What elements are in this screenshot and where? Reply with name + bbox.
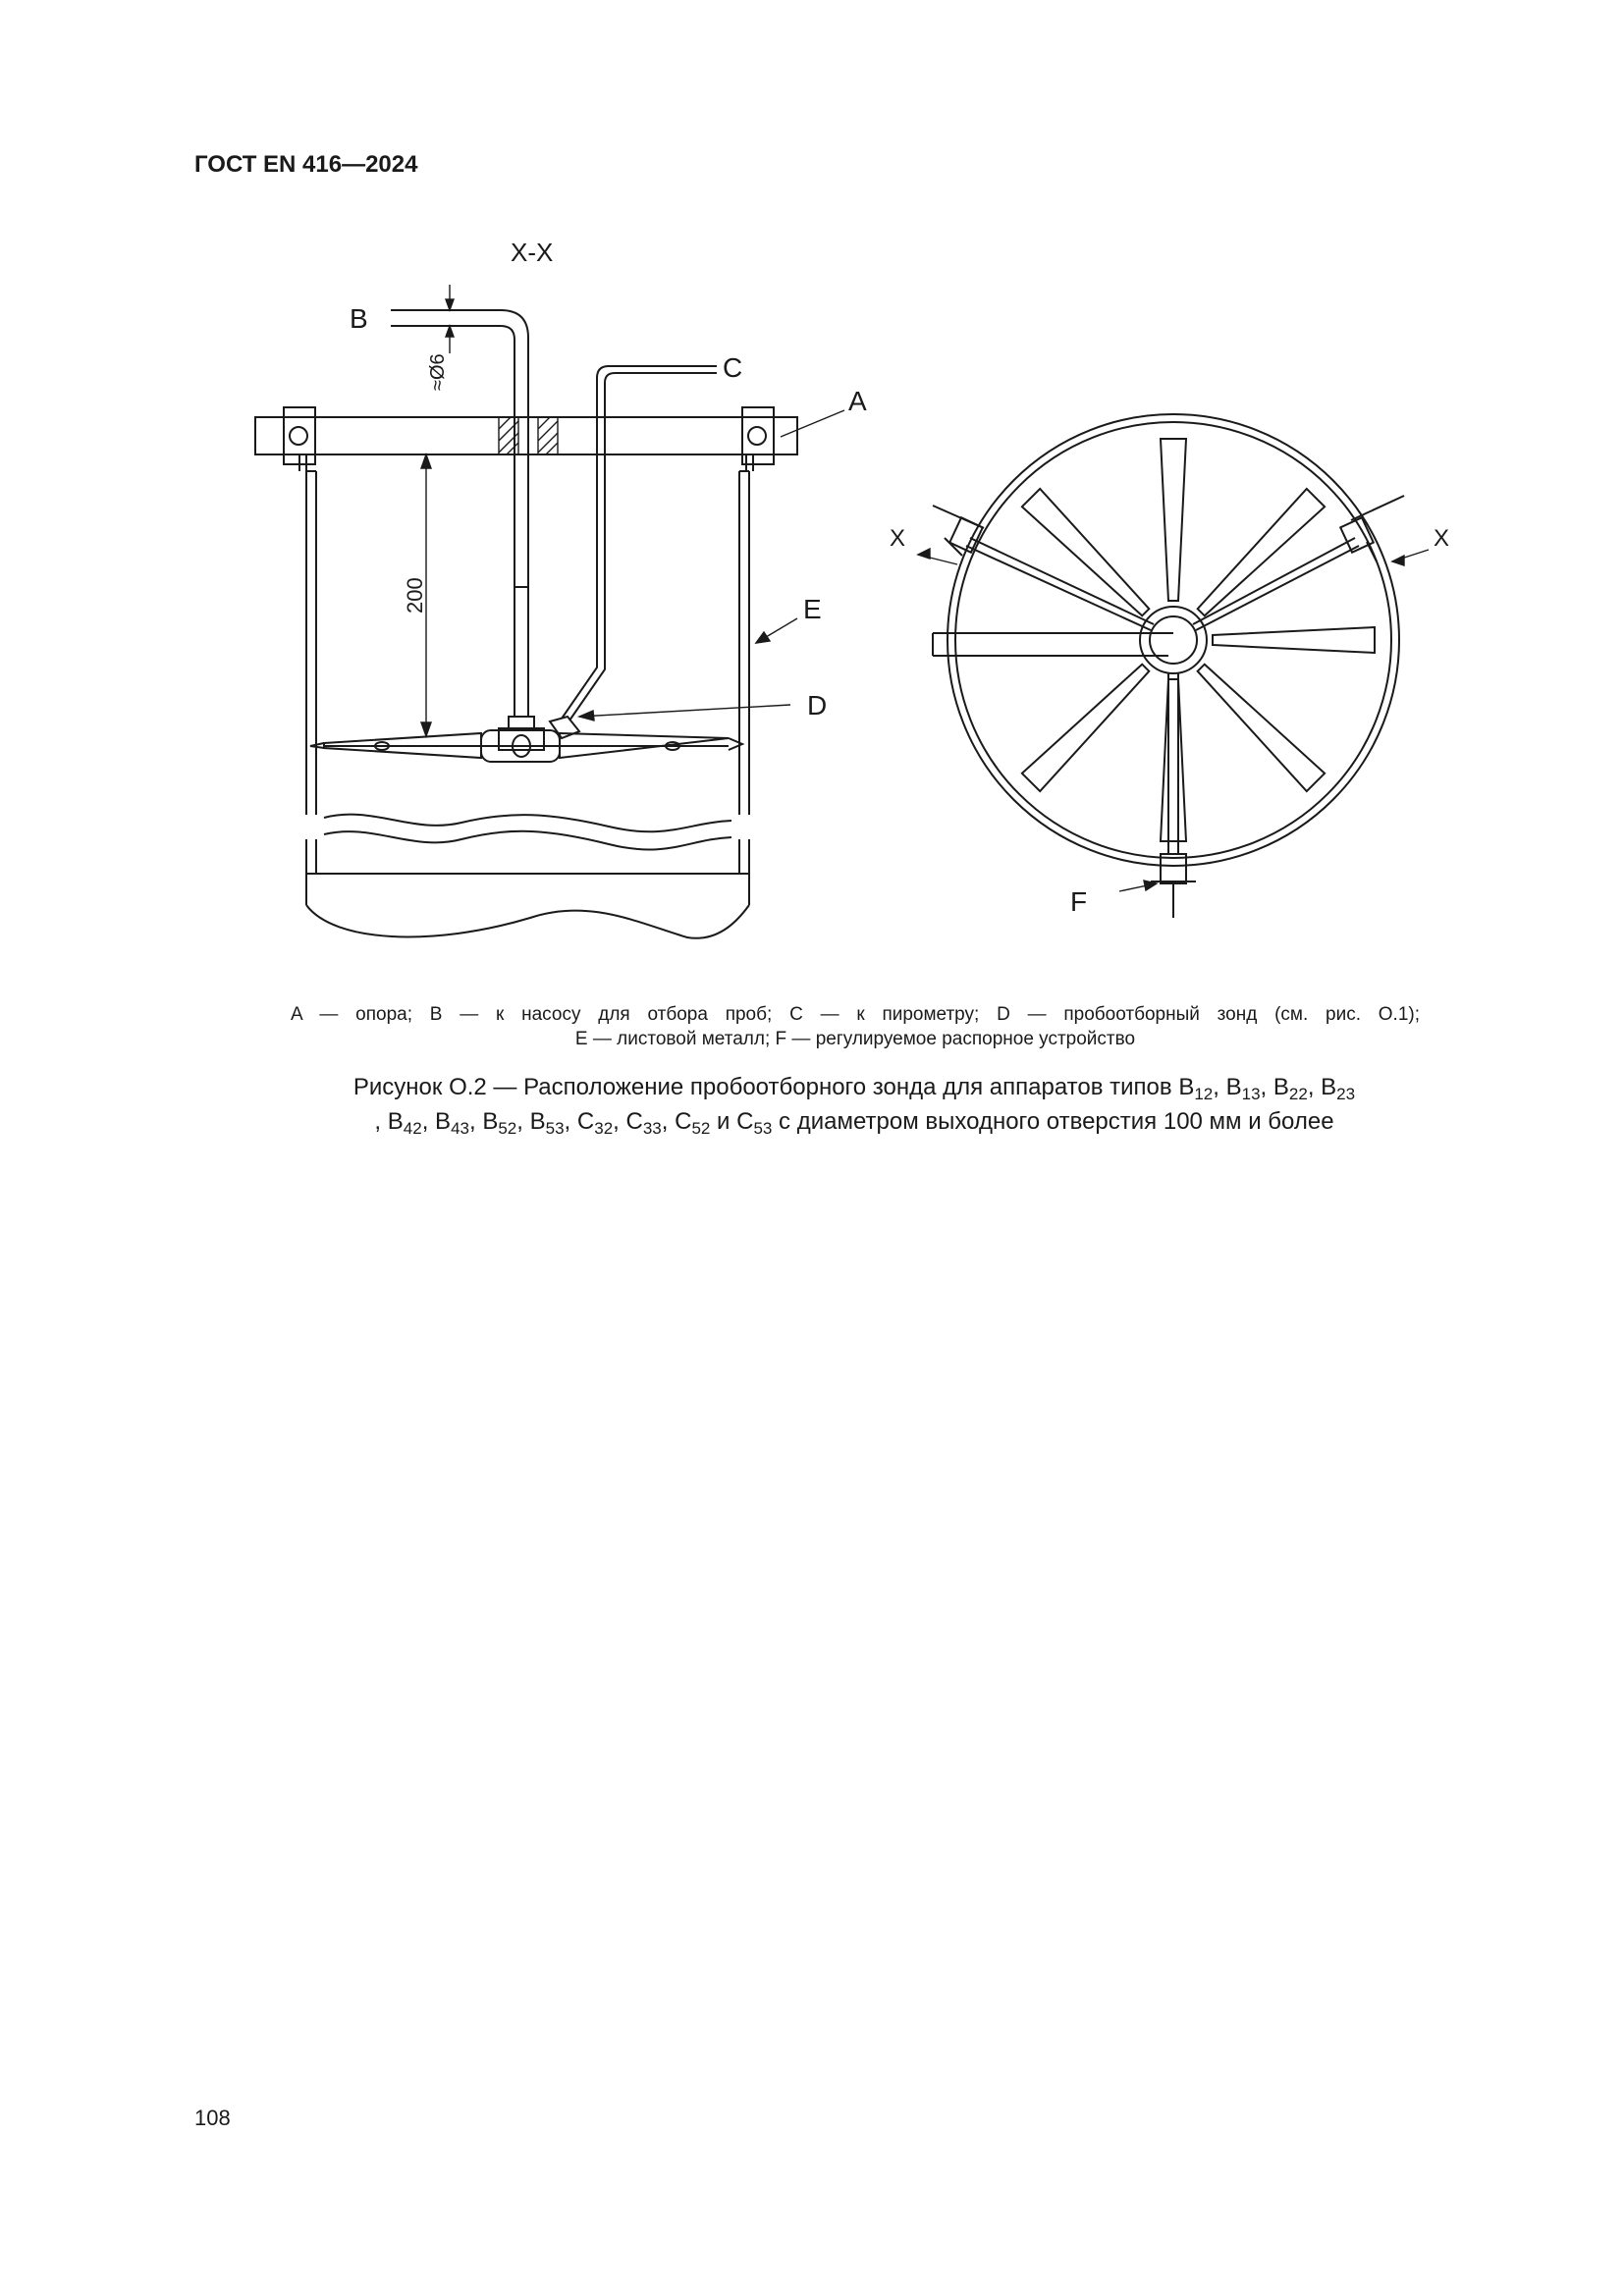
probe-spoke <box>1161 439 1186 601</box>
pump-pipe <box>391 310 528 717</box>
apparatus-type: $B_{23}$ <box>1321 1074 1356 1103</box>
dimension-200-label: 200 <box>403 577 427 614</box>
apparatus-type: $B_{12}$ <box>1178 1074 1214 1103</box>
label-f: F <box>1070 886 1088 917</box>
legend-line-2: E — листовой металл; F — регулируемое распорное устройство <box>574 1029 1136 1049</box>
caption-prefix: Рисунок О.2 — Расположение пробоотборного зонда для аппаратов типов <box>352 1074 1179 1100</box>
probe-spoke <box>1022 665 1149 791</box>
support-bar <box>255 417 797 454</box>
incoming-pipe <box>933 633 1173 656</box>
probe-spoke <box>1022 489 1149 615</box>
apparatus-type: $C_{53}$ <box>736 1108 773 1138</box>
plan-view <box>918 414 1429 918</box>
probe-spoke <box>1198 665 1325 791</box>
label-a: A <box>848 386 867 416</box>
section-label: X-X <box>511 238 554 267</box>
apparatus-type: $B_{52}$ <box>482 1108 517 1138</box>
document-header: ГОСТ EN 416—2024 <box>194 151 418 178</box>
caption-suffix: с диаметром выходного отверстия 100 мм и более <box>772 1108 1334 1135</box>
apparatus-type: $B_{42}$ <box>387 1108 422 1138</box>
label-x-right: X <box>1434 525 1450 552</box>
dimension-diameter <box>442 285 461 353</box>
page-number: 108 <box>194 2106 231 2130</box>
spokes <box>1022 439 1375 841</box>
apparatus-type: $C_{52}$ <box>675 1108 711 1138</box>
apparatus-type: $C_{33}$ <box>625 1108 662 1138</box>
apparatus-type: $C_{32}$ <box>576 1108 614 1138</box>
probe-spoke <box>1161 679 1186 841</box>
apparatus-type: $B_{13}$ <box>1225 1074 1261 1103</box>
label-x-left: X <box>890 525 906 552</box>
label-e: E <box>803 594 822 624</box>
figure-o2 <box>0 0 1624 982</box>
label-b: B <box>350 303 368 334</box>
apparatus-type: $B_{53}$ <box>529 1108 565 1138</box>
spacer-bottom <box>1151 673 1196 918</box>
apparatus-type: $B_{22}$ <box>1272 1074 1308 1103</box>
dimension-diameter-label: ≈Ø6 <box>427 353 449 391</box>
duct-outer-circle <box>947 414 1399 866</box>
sheet-metal-wall <box>299 454 753 938</box>
caption-types: $B_{12}$, $B_{13}$, $B_{22}$, $B_{23}$ , $B_{42}$, $B_{43}$, $B_{52}$, $B_{53}$, $C_{32}$, $C_{33}$, $C_{52}$ и $C_{53}$ <box>374 1074 1356 1138</box>
duct-inner-circle <box>955 422 1391 858</box>
label-c: C <box>723 352 743 383</box>
label-d: D <box>807 690 828 721</box>
pyrometer-lead <box>562 366 717 721</box>
probe-spoke <box>1213 627 1375 653</box>
probe-assembly <box>310 717 742 762</box>
figure-caption <box>295 1070 1414 1139</box>
legend-line-1: A — опора; B — к насосу для отбора проб; C — к пирометру; D — пробоотборный зонд (см. рис. О.1); <box>291 1004 1420 1025</box>
section-view <box>255 285 844 938</box>
apparatus-type: $B_{43}$ <box>435 1108 469 1138</box>
spacer-right <box>1340 496 1404 561</box>
